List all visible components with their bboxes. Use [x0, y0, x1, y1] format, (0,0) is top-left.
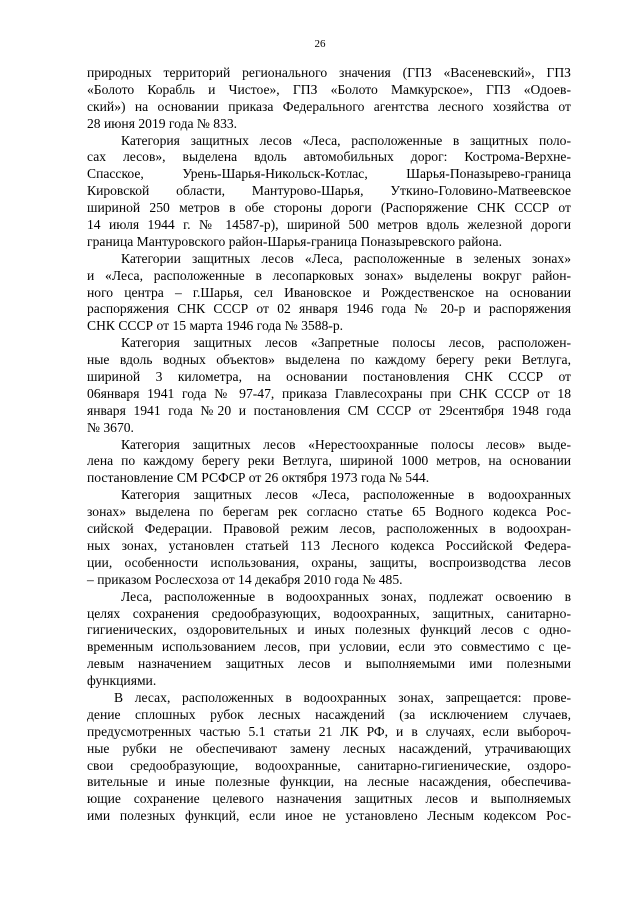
text-line: ими полезных функций, если иное не установлено Лесным кодексом Рос- [87, 808, 571, 824]
text-line: Категории защитных лесов «Леса, расположенные в зеленых зонах» [121, 250, 571, 266]
text-line: сийской Федерации. Правовой режим лесов, расположенных в водоохран- [87, 521, 571, 537]
text-line: Категория защитных лесов «Леса, расположенные в защитных поло- [121, 132, 571, 148]
text-line: – приказом Рослесхоза от 14 декабря 2010 года № 485. [87, 571, 403, 587]
paragraph [87, 65, 571, 133]
text-line: лена по каждому берегу реки Ветлуга, шириной 1000 метров, на основании [87, 453, 571, 469]
text-line: зонах» выделена по берегам рек согласно статье 65 Водного кодекса Рос- [87, 504, 571, 520]
text-line: В лесах, расположенных в водоохранных зонах, запрещается: прове- [114, 689, 571, 705]
text-line: гигиенических, оздоровительных и иных полезных функций лесов с одно- [87, 622, 571, 638]
text-line: левым назначением защитных лесов и выполняемыми ими полезными [87, 656, 571, 672]
text-line: функциями. [87, 673, 157, 689]
text-line: января 1941 года №20 и постановления СМ СССР от 29сентября 1948 года [87, 402, 571, 418]
text-line: природных территорий регионального значения (ГПЗ «Васеневский», ГПЗ [87, 65, 571, 80]
page-number: 26 [314, 38, 326, 50]
text-line: ющие сохранение целевого назначения защитных лесов и выполняемых [87, 791, 571, 807]
text-line: распоряжения СНК СССР от 02 января 1946 года № 20-р и распоряжения [87, 301, 571, 317]
text-line: 14 июля 1944 г. № 14587-р), шириной 500 метров вдоль железной дороги [87, 217, 571, 233]
paragraph [87, 589, 571, 690]
text-line: вительные и иные полезные функции, на лесные насаждения, обеспечива- [87, 774, 571, 790]
text-line: свои средообразующие, водоохранные, санитарно-гигиенические, оздоро- [87, 757, 571, 773]
text-line: временным использованием лесов, при условии, если это совместимо с це- [87, 639, 571, 655]
text-line: предусмотренных частью 5.1 статьи 21 ЛК РФ, и в случаях, если выбороч- [87, 723, 571, 739]
text-line: Категория защитных лесов «Запретные полосы лесов, расположен- [121, 335, 571, 351]
text-line: ного центра – г.Шарья, сел Ивановское и Рождественское на основании [87, 284, 571, 300]
text-line: Спасское, Урень-Шарья-Никольск-Котлас, Шарья-Поназырево-граница [87, 166, 571, 182]
text-line: шириной 250 метров в обе стороны дороги (Распоряжение СНК СССР от [87, 200, 571, 216]
paragraph [87, 335, 571, 436]
text-line: ский») на основании приказа Федерального агентства лесного хозяйства от [87, 98, 571, 114]
text-line: Леса, расположенные в водоохранных зонах, подлежат освоению в [121, 588, 571, 604]
text-line: ции, особенности использования, охраны, защиты, воспроизводства лесов [87, 554, 571, 570]
text-line: граница Мантуровского район-Шарья-граница Поназыревского района. [87, 233, 502, 249]
text-line: СНК СССР от 15 марта 1946 года № 3588-р. [87, 318, 344, 334]
text-line: Категория защитных лесов «Нерестоохранные полосы лесов» выде- [121, 436, 571, 452]
text-line: Кировской области, Мантурово-Шарья, Уткино-Головино-Матвеевское [87, 183, 571, 199]
text-line: «Болото Корабль и Чистое», ГПЗ «Болото Мамкурское», ГПЗ «Одоев- [87, 81, 571, 97]
text-line: № 3670. [87, 419, 134, 435]
text-line: постановление СМ РСФСР от 26 октября 1973 года № 544. [87, 470, 430, 486]
text-line: сах лесов», выделена вдоль автомобильных дорог: Кострома-Верхне- [87, 149, 571, 165]
text-line: шириной 3 километра, на основании постановления СНК СССР от [87, 369, 571, 385]
paragraph [87, 487, 571, 588]
text-line: Категория защитных лесов «Леса, расположенные в водоохранных [121, 487, 571, 503]
text-line: ные рубки не обеспечивают замену лесных насаждений, утрачивающих [87, 740, 571, 756]
text-line: и «Леса, расположенные в лесопарковых зонах» выделены вокруг район- [87, 267, 571, 283]
text-line: ные вдоль водных объектов» выделена по каждому берегу реки Ветлуга, [87, 352, 571, 368]
text-line: ных зонах, установлен статьей 113 Лесного кодекса Российской Федера- [87, 537, 571, 553]
text-line: 28 июня 2019 года № 833. [87, 115, 238, 131]
text-line: 06января 1941 года № 97-47, приказа Главлесохраны при СНК СССР от 18 [87, 385, 571, 401]
document-body [87, 65, 571, 825]
text-line: целях сохранения средообразующих, водоохранных, защитных, санитарно- [87, 605, 571, 621]
paragraph [87, 133, 571, 251]
paragraph [87, 690, 571, 825]
paragraph [87, 251, 571, 335]
text-line: дение сплошных рубок лесных насаждений (за исключением случаев, [87, 706, 571, 722]
paragraph [87, 437, 571, 488]
